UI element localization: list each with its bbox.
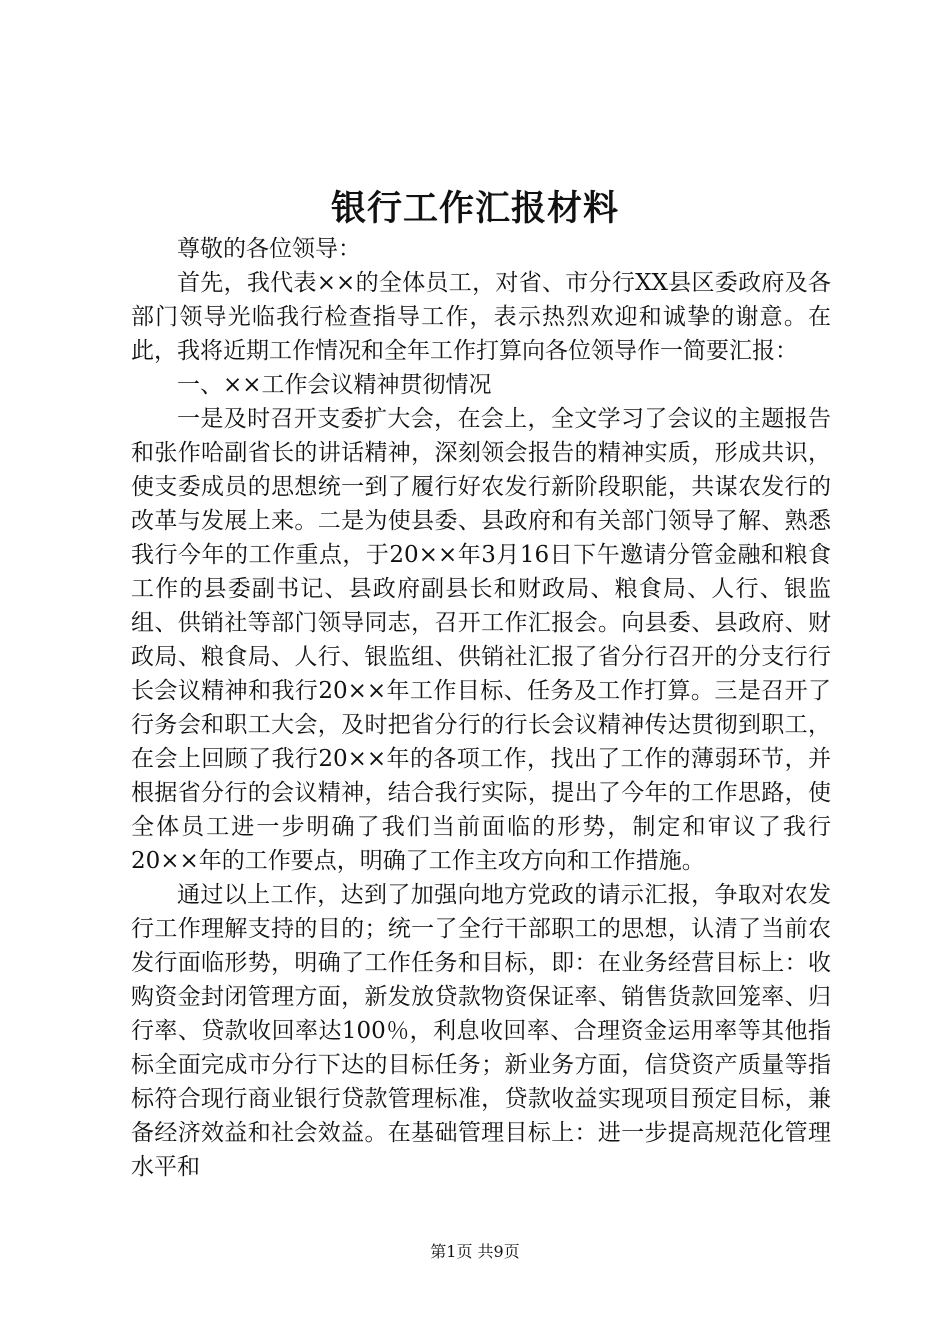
intro-paragraph: 首先，我代表××的全体员工，对省、市分行XX县区委政府及各部门领导光临我行检查指导工作，表示热烈欢迎和诚挚的谢意。在此，我将近期工作情况和全年工作打算向各位领导作一简要汇报： [131, 270, 831, 364]
salutation-paragraph: 尊敬的各位领导： [177, 236, 361, 262]
document-title: 银行工作汇报材料 [330, 188, 619, 229]
section-heading: 一、××工作会议精神贯彻情况 [177, 372, 492, 398]
document-body [131, 232, 831, 1184]
body-paragraph: 一是及时召开支委扩大会，在会上，全文学习了会议的主题报告和张作哈副省长的讲话精神，深刻领会报告的精神实质，形成共识，使支委成员的思想统一到了履行好农发行新阶段职能，共谋农发行的改革与发展上来。二是为使县委、县政府和有关部门领导了解、熟悉我行今年的工作重点，于20××年3月16日下午邀请分管金融和粮食工作的县委副书记、县政府副县长和财政局、粮食局、人行、银监组、供销社等部门领导同志，召开工作汇报会。向县委、县政府、财政局、粮食局、人行、银监组、供销社汇报了省分行召开的分支行行长会议精神和我行20××年工作目标、任务及工作打算。三是召开了行务会和职工大会，及时把省分行的行长会议精神传达贯彻到职工，在会上回顾了我行20××年的各项工作，找出了工作的薄弱环节，并根据省分行的会议精神，结合我行实际，提出了今年的工作思路，使全体员工进一步明确了我们当前面临的形势，制定和审议了我行20××年的工作要点，明确了工作主攻方向和工作措施。 [131, 406, 831, 874]
body-paragraph: 通过以上工作，达到了加强向地方党政的请示汇报，争取对农发行工作理解支持的目的；统一了全行干部职工的思想，认清了当前农发行面临形势，明确了工作任务和目标，即：在业务经营目标上：收购资金封闭管理方面，新发放贷款物资保证率、销售货款回笼率、归行率、贷款收回率达100％，利息收回率、合理资金运用率等其他指标全面完成市分行下达的目标任务；新业务方面，信贷资产质量等指标符合现行商业银行贷款管理标准，贷款收益实现项目预定目标，兼备经济效益和社会效益。在基础管理目标上：进一步提高规范化管理水平和 [131, 882, 831, 1180]
page-footer: 第1页 共9页 [430, 1242, 520, 1261]
